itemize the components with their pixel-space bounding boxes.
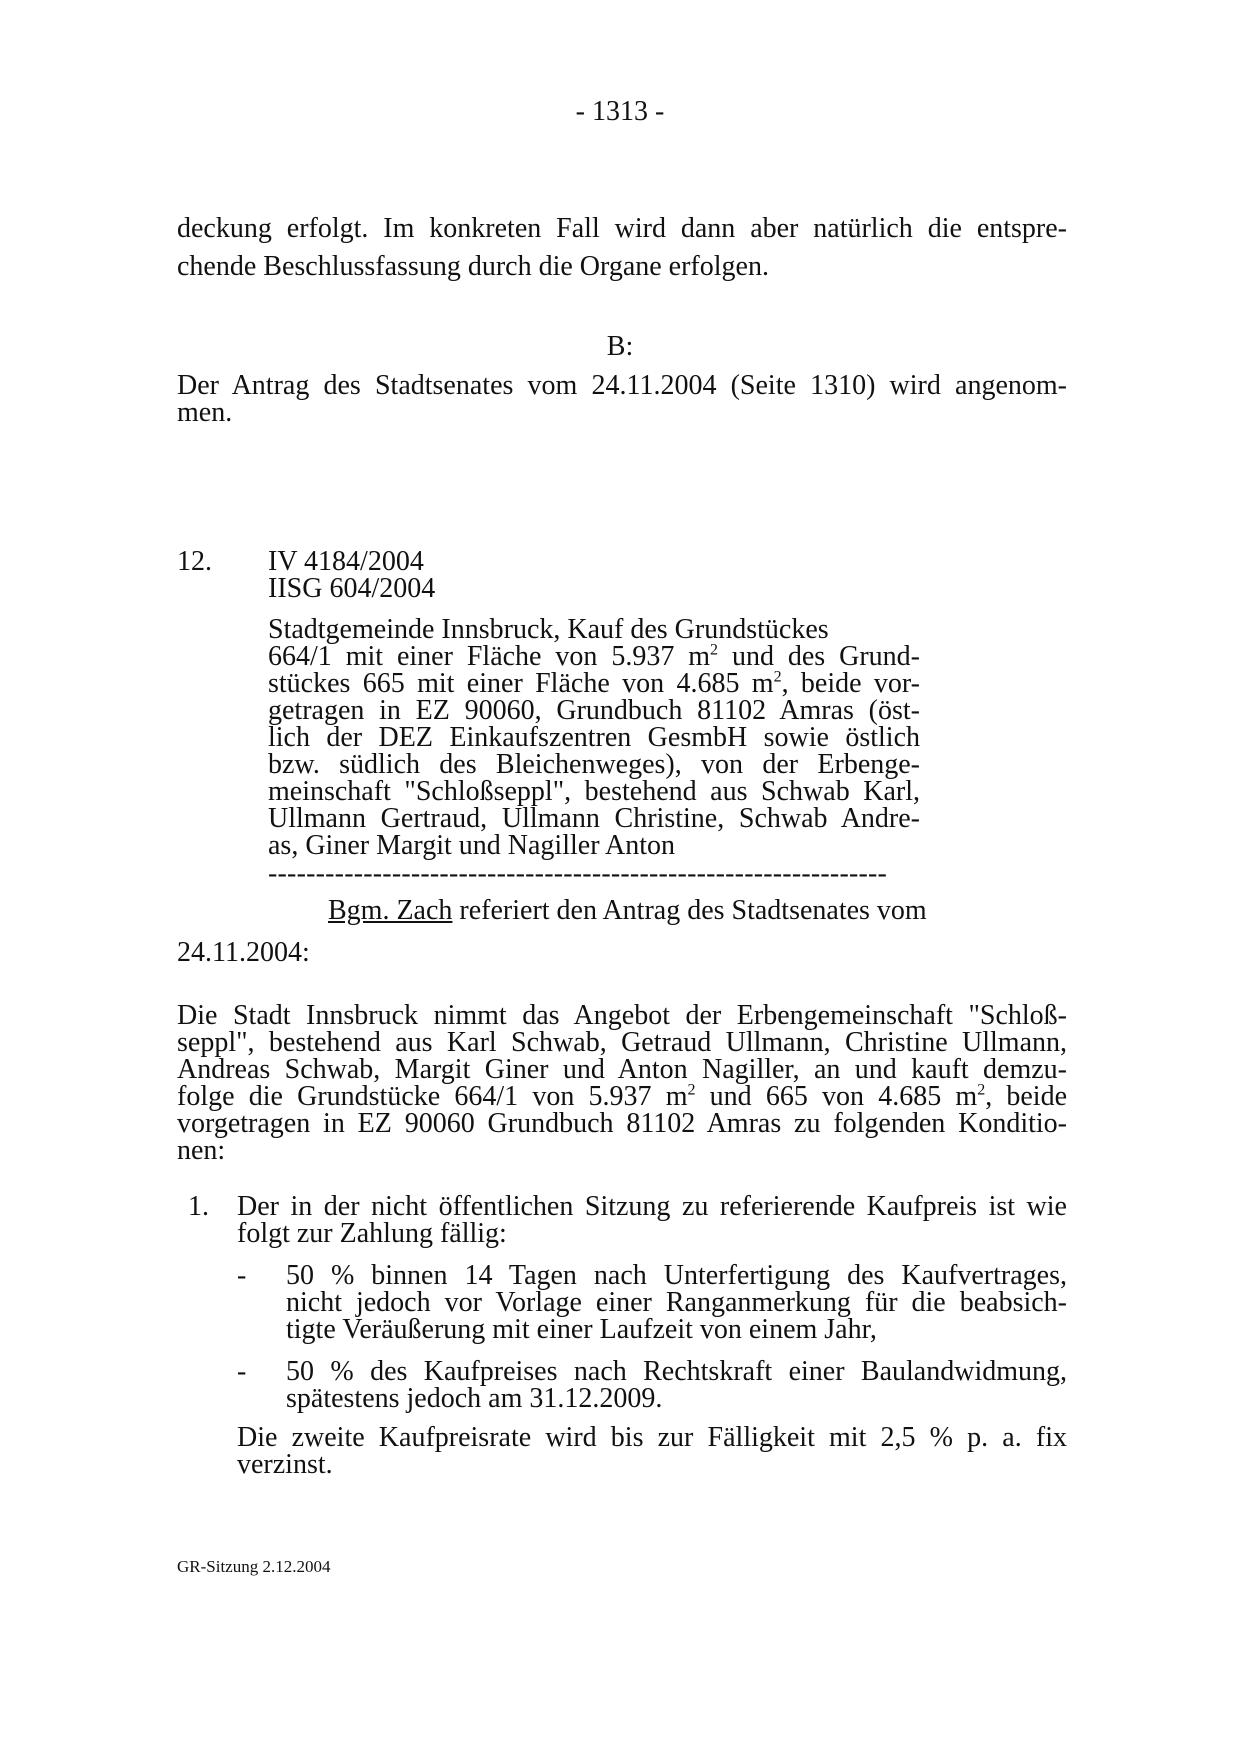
item-reference: IISG 604/2004: [268, 573, 436, 604]
bullet-dash: -: [237, 1356, 247, 1387]
item-number: 12.: [177, 546, 212, 577]
item-reference: IV 4184/2004: [268, 546, 424, 577]
bullet-item: [286, 1262, 1067, 1343]
bullet-dash: -: [237, 1260, 247, 1291]
intro-line: chende Beschlussfassung durch die Organe erfolgen.: [177, 251, 769, 282]
section-b-line: men.: [177, 397, 233, 428]
condition-text: [237, 1193, 1067, 1247]
subject-line: lich der DEZ Einkaufszentren GesmbH sowie östlich: [268, 722, 920, 753]
report-date: 24.11.2004:: [177, 937, 310, 968]
closing-line: verzinst.: [237, 1449, 333, 1480]
bullet-item: [286, 1358, 1067, 1412]
condition-line: folgt zur Zahlung fällig:: [237, 1218, 507, 1249]
subject-line: Stadtgemeinde Innsbruck, Kauf des Grundstückes: [268, 614, 829, 645]
subject-line: Ullmann Gertraud, Ullmann Christine, Schwab Andre-: [268, 803, 920, 834]
motion-line: Andreas Schwab, Margit Giner und Anton Nagiller, an und kauft demzu-: [177, 1054, 1067, 1085]
subject-line: getragen in EZ 90060, Grundbuch 81102 Amras (öst-: [268, 695, 920, 726]
subject-line: meinschaft "Schloßseppl", bestehend aus Schwab Karl,: [268, 776, 920, 807]
motion-line: vorgetragen in EZ 90060 Grundbuch 81102 Amras zu folgenden Konditio-: [177, 1108, 1067, 1139]
section-b-paragraph: [177, 372, 1067, 426]
motion-line: Die Stadt Innsbruck nimmt das Angebot der Erbengemeinschaft "Schloß-: [177, 1000, 1067, 1031]
motion-paragraph: [177, 1002, 1067, 1164]
motion-line: nen:: [177, 1135, 226, 1166]
motion-line: folge die Grundstücke 664/1 von 5.937 $m^2$ und 665 von 4.685 $m^2$, beide: [177, 1081, 1068, 1112]
page-number: - 1313 -: [575, 96, 665, 127]
separator-line: -----------------------------------------------------------------: [268, 860, 888, 887]
subject-line: 664/1 mit einer Fläche von 5.937 $m^2$ und des Grund-: [268, 641, 920, 672]
condition-line: Der in der nicht öffentlichen Sitzung zu referierende Kaufpreis ist wie: [237, 1191, 1067, 1222]
item-subject: [268, 616, 920, 859]
subject-line: stückes 665 mit einer Fläche von 4.685 $m^2$, beide vor-: [268, 668, 920, 699]
footer: GR-Sitzung 2.12.2004: [177, 1557, 331, 1576]
bullet-line: 50 % des Kaufpreises nach Rechtskraft einer Baulandwidmung,: [286, 1356, 1067, 1387]
intro-paragraph: [177, 210, 1067, 286]
subject-line: bzw. südlich des Bleichenweges), von der Erbenge-: [268, 749, 920, 780]
motion-line: seppl", bestehend aus Karl Schwab, Getraud Ullmann, Christine Ullmann,: [177, 1027, 1067, 1058]
bullet-line: nicht jedoch vor Vorlage einer Ranganmerkung für die beabsich-: [286, 1287, 1067, 1318]
speaker-name: Bgm. Zach: [328, 895, 453, 926]
bullet-line: 50 % binnen 14 Tagen nach Unterfertigung des Kaufvertrages,: [286, 1260, 1067, 1291]
report-text: referiert den Antrag des Stadtsenates vom: [452, 895, 927, 926]
report-line: [328, 892, 927, 930]
section-b-line: Der Antrag des Stadtsenates vom 24.11.2004 (Seite 1310) wird angenom-: [177, 370, 1067, 401]
section-b-label: B:: [606, 331, 634, 362]
bullet-line: spätestens jedoch am 31.12.2009.: [286, 1383, 663, 1414]
bullet-line: tigte Veräußerung mit einer Laufzeit von einem Jahr,: [286, 1314, 877, 1345]
intro-line: deckung erfolgt. Im konkreten Fall wird dann aber natürlich die entspre-: [177, 213, 1067, 244]
closing-line: Die zweite Kaufpreisrate wird bis zur Fälligkeit mit 2,5 % p. a. fix: [237, 1422, 1067, 1453]
condition-closing: [237, 1424, 1067, 1478]
subject-line: as, Giner Margit und Nagiller Anton: [268, 830, 675, 861]
condition-number: 1.: [188, 1191, 209, 1222]
